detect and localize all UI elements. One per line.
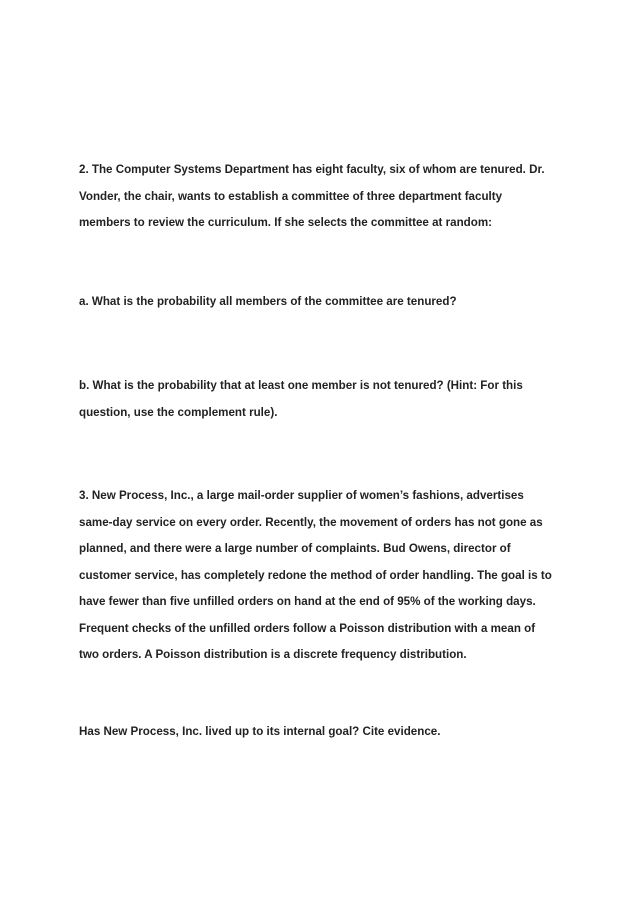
- question-3-line: Frequent checks of the unfilled orders follow a Poisson distribution with a mean of: [79, 621, 536, 635]
- question-3-prompt-line: Has New Process, Inc. lived up to its internal goal? Cite evidence.: [79, 725, 441, 738]
- question-2b-line: question, use the complement rule).: [79, 405, 278, 419]
- question-3-line: have fewer than five unfilled orders on hand at the end of 95% of the working days.: [79, 595, 536, 608]
- question-2-text: [79, 157, 579, 237]
- question-3-text: [79, 483, 579, 669]
- question-2a-text: [79, 289, 579, 316]
- question-3-line: same-day service on every order. Recently, the movement of orders has not gone as: [79, 515, 543, 529]
- question-3-prompt: [79, 719, 579, 746]
- question-2-line: 2. The Computer Systems Department has eight faculty, six of whom are tenured. Dr.: [79, 163, 545, 176]
- question-3-line: two orders. A Poisson distribution is a discrete frequency distribution.: [79, 648, 467, 661]
- question-2a-line: a. What is the probability all members of the committee are tenured?: [79, 295, 457, 308]
- question-2b-text: [79, 373, 579, 426]
- question-3-line: planned, and there were a large number of complaints. Bud Owens, director of: [79, 542, 511, 555]
- question-2-line: Vonder, the chair, wants to establish a committee of three department faculty: [79, 189, 503, 203]
- question-3-line: 3. New Process, Inc., a large mail-order supplier of women’s fashions, advertises: [79, 489, 524, 502]
- question-3-line: customer service, has completely redone the method of order handling. The goal is to: [79, 568, 552, 582]
- question-2-line: members to review the curriculum. If she selects the committee at random:: [79, 216, 492, 229]
- question-2b-line: b. What is the probability that at least one member is not tenured? (Hint: For this: [79, 379, 523, 392]
